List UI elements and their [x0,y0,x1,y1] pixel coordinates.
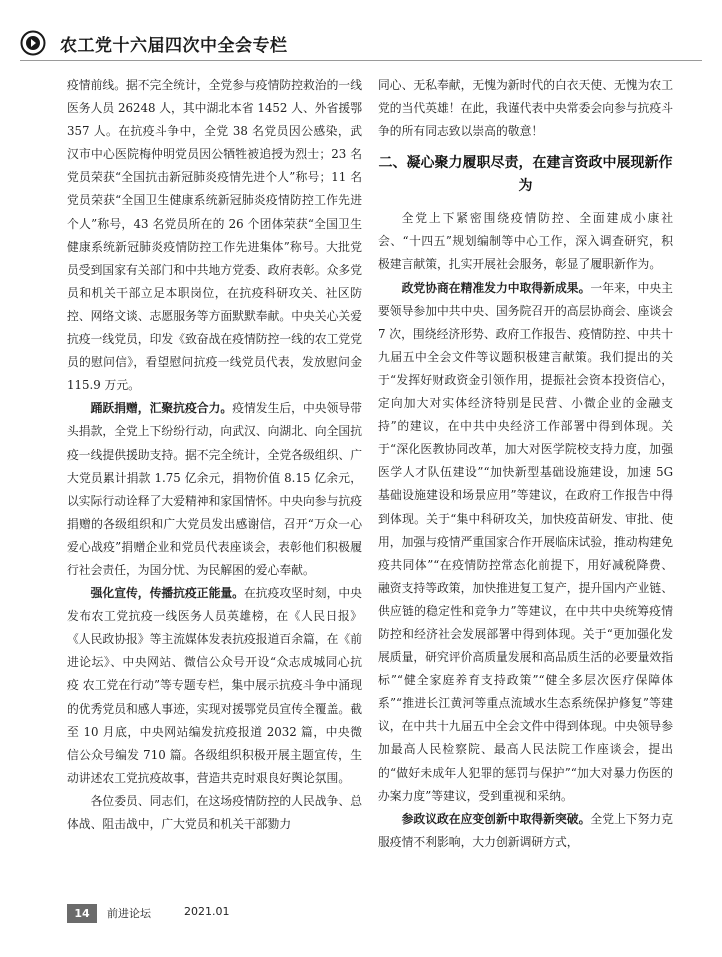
header-divider [20,60,702,61]
section-heading: 二、凝心聚力履职尽责，在建言资政中展现新作为 [378,155,673,195]
right-paragraph-4-body: 全党上下努力克服疫情不利影响，大力创新调研方式， [378,811,673,849]
issue-date: 2021.01 [184,905,230,918]
left-paragraph-1: 疫情前线。据不完全统计，全党参与疫情防控救治的一线医务人员 26248 人，其中湖北本省 1452 人、外省援鄂 357 人。在抗疫斗争中，全党 38 名党员因公感染，武汉市中心医院梅仲明党员因公牺牲被追授为烈士；23 名党员荣获“全国抗击新冠肺炎疫情先进个人”称号；11 名党员荣获“全国卫生健康系统新冠肺炎疫情防控工作先进个人”称号，43 名党员所在的 26 个团体荣获“全国卫生健康系统新冠肺炎疫情防控工作先进集体”称号。大批党员受到国家有关部门和中共地方党委、政府表彰。众多党员和机关干部立足本职岗位，在抗疫科研攻关、社区防控、网络文谈、志愿服务等方面默默奉献。中央关心关爱抗疫一线党员，印发《致奋战在疫情防控一线的农工党党员的慰问信》，看望慰问抗疫一线党员代表，发放慰问金 115.9 万元。 [67,78,362,393]
right-paragraph-2: 全党上下紧密围绕疫情防控、全面建成小康社会、“十四五”规划编制等中心工作，深入调查研究，积极建言献策，扎实开展社会服务，彰显了履职新作为。 [378,211,673,272]
left-paragraph-4: 各位委员、同志们，在这场疫情防控的人民战争、总体战、阻击战中，广大党员和机关干部勠力 [67,793,362,831]
right-paragraph-3 [378,277,673,808]
right-paragraph-4-lead: 参政议政在应变创新中取得新突破。 [401,811,591,826]
left-paragraph-3-lead: 强化宣传，传播抗疫正能量。 [90,586,244,601]
right-paragraph-3-body: 一年来，中央主要领导参加中共中央、国务院召开的高层协商会、座谈会 7 次，围绕经济形势、政府工作报告、疫情防控、中共十九届五中全会文件等议题积极建言献策。我们提出的关于“发挥好财政资金引领作用，提振社会资本投资信心，定向加大对实体经济特别是民营、小微企业的金融支持”的建议，在中共中央经济工作部署中得到体现。关于“深化医教协同改革，加大对医学院校支持力度，加强医学人才队伍建设”“加快新型基础设施建设，加速 5G 基础设施建设和场景应用”等建议，在政府工作报告中得到体现。关于“集中科研攻关，加快疫苗研发、审批、使用，加强与疫情严重国家合作开展临床试验，推动构建免疫共同体”“在疫情防控常态化前提下，用好减税降费、融资支持等政策，加快推进复工复产，提升国内产业链、供应链的稳定性和竞争力”等建议，在中共中央统筹疫情防控和经济社会发展部署中得到体现。关于“更加强化发展质量，研究评价高质量发展和高品质生活的必要量效指标”“健全家庭养育支持政策”“健全多层次医疗保障体系”“推进长江黄河等重点流域水生态系统保护修复”等建议，在中共十九届五中全会文件中得到体现。中央领导参加最高人民检察院、最高人民法院工作座谈会，提出的“做好未成年人犯罪的惩罚与保护”“加大对暴力伤医的办案力度”等建议，受到重视和采纳。 [378,280,673,803]
left-paragraph-2-body: 疫情发生后，中央领导带头捐款，全党上下纷纷行动，向武汉、向湖北、向全国抗疫一线提供援助支持。据不完全统计，全党各级组织、广大党员累计捐款 1.75 亿余元，捐物价值 8.15 亿余元，以实际行动诠释了大爱精神和家国情怀。中央向参与抗疫捐赠的各级组织和广大党员发出感谢信，召开“万众一心 爱心战疫”捐赠企业和党员代表座谈会，表彰他们积极履行社会责任，为国分忧、为民解困的爱心奉献。 [67,401,362,577]
page-header [20,28,702,62]
page-number: 14 [67,904,97,923]
left-column [67,74,362,836]
header-title: 农工党十六届四次中全会专栏 [60,36,288,56]
left-paragraph-2-lead: 踊跃捐赠，汇聚抗疫合力。 [90,401,233,416]
left-paragraph-2 [67,397,362,582]
journal-name: 前进论坛 [107,907,151,920]
right-paragraph-3-lead: 政党协商在精准发力中取得新成果。 [401,280,591,295]
left-paragraph-3-body: 在抗疫攻坚时刻，中央发布农工党抗疫一线医务人员英雄榜，在《人民日报》《人民政协报》等主流媒体发表抗疫报道百余篇，在《前进论坛》、中央网站、微信公众号开设“众志成城同心抗疫 农工党在行动”等专题专栏，集中展示抗疫斗争中涌现的优秀党员和感人事迹，实现对援鄂党员宣传全覆盖。截至 10 月底，中央网站编发抗疫报道 2032 篇，中央微信公众号编发 710 篇。各级组织积极开展主题宣传，生动讲述农工党抗疫故事，营造共克时艰良好舆论氛围。 [67,586,362,785]
right-column [378,74,673,854]
right-paragraph-4 [378,808,673,854]
left-paragraph-3 [67,582,362,790]
page-footer [67,904,367,924]
right-paragraph-1: 同心、无私奉献，无愧为新时代的白衣天使、无愧为农工党的当代英雄！在此，我谨代表中央常委会向参与抗疫斗争的所有同志致以崇高的敬意！ [378,78,673,139]
forward-circle-icon [20,30,46,56]
